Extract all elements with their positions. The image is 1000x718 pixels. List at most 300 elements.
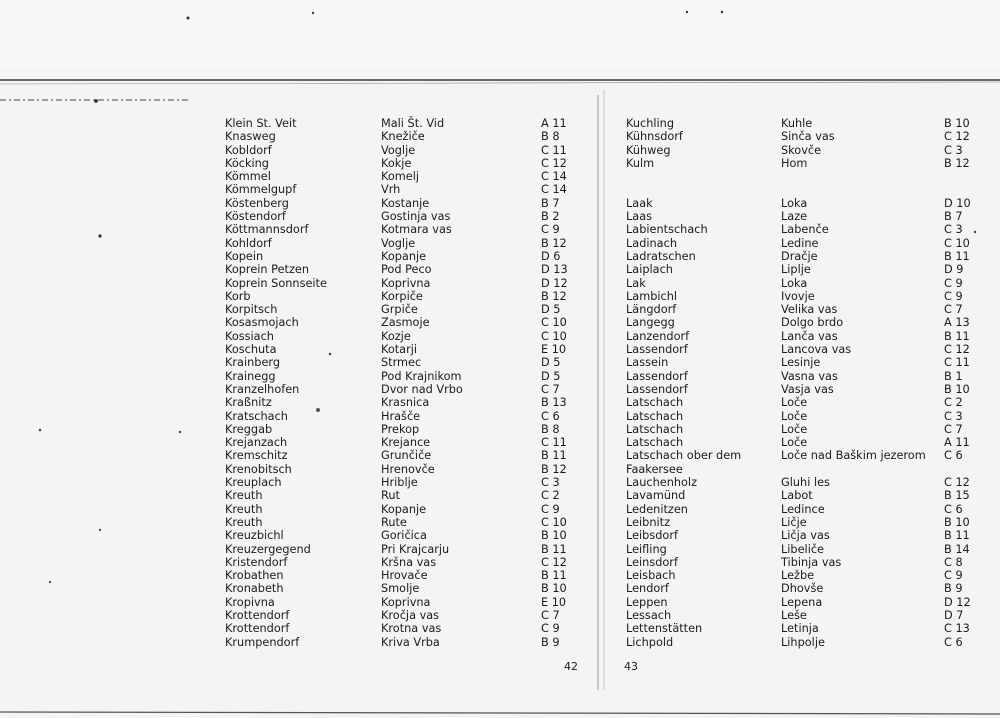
grid-reference: B 1 xyxy=(944,369,963,383)
grid-reference: C 10 xyxy=(541,329,567,343)
index-row xyxy=(222,503,582,516)
slovene-name: Gluhi les xyxy=(781,476,830,490)
german-name: Leppen xyxy=(626,595,668,609)
grid-reference: B 15 xyxy=(944,489,970,503)
index-row xyxy=(626,543,976,556)
index-row xyxy=(626,503,976,516)
slovene-name: Labenče xyxy=(781,223,829,237)
slovene-name: Zasmoje xyxy=(381,316,430,330)
grid-reference: D 7 xyxy=(944,608,964,622)
slovene-name: Lihpolje xyxy=(781,635,825,649)
slovene-name: Vasja vas xyxy=(781,382,834,396)
index-row xyxy=(626,556,976,569)
german-name: Kreuzbichl xyxy=(225,529,284,543)
german-name: Kremschitz xyxy=(225,449,288,463)
grid-reference: C 11 xyxy=(541,143,567,157)
german-name: Längdorf xyxy=(626,303,677,317)
grid-reference: E 10 xyxy=(541,595,567,609)
index-row xyxy=(626,290,976,303)
grid-reference: B 2 xyxy=(541,210,560,224)
index-row xyxy=(222,516,582,529)
index-row xyxy=(626,316,976,329)
grid-reference: C 12 xyxy=(541,156,567,170)
index-row xyxy=(626,383,976,396)
slovene-name: Kročja vas xyxy=(381,608,440,622)
grid-reference: A 11 xyxy=(944,436,970,450)
german-name: Laak xyxy=(626,196,653,210)
grid-reference: C 10 xyxy=(541,316,567,330)
german-name: Kratschach xyxy=(225,409,288,423)
grid-reference: C 12 xyxy=(944,476,970,490)
german-name: Krottendorf xyxy=(225,608,290,622)
slovene-name: Dvor nad Vrbo xyxy=(381,382,463,396)
slovene-name: Krejance xyxy=(381,436,431,450)
grid-reference: A 11 xyxy=(541,117,567,130)
slovene-name: Loče xyxy=(781,396,808,410)
german-name: Faakersee xyxy=(626,462,683,476)
german-name: Krobathen xyxy=(225,569,284,583)
german-name: Kömmelgupf xyxy=(225,183,297,197)
slovene-name: Ličje xyxy=(781,515,807,529)
german-name: Korb xyxy=(225,289,251,303)
index-row xyxy=(222,290,582,303)
german-name: Kühnsdorf xyxy=(626,130,683,144)
index-row xyxy=(222,543,582,556)
index-row xyxy=(626,130,976,143)
german-name: Krenobitsch xyxy=(225,462,292,476)
slovene-name: Pod Peco xyxy=(381,263,432,277)
index-row xyxy=(626,183,976,196)
index-row xyxy=(222,343,582,356)
slovene-name: Ličja vas xyxy=(781,529,830,543)
index-row xyxy=(222,463,582,476)
index-row xyxy=(222,449,582,462)
german-name: Lavamünd xyxy=(626,489,686,503)
german-name: Krejanzach xyxy=(225,436,288,450)
german-name: Kossiach xyxy=(225,329,274,343)
grid-reference: D 6 xyxy=(541,249,561,263)
german-name: Kreuth xyxy=(225,502,263,516)
slovene-name: Kuhle xyxy=(781,117,813,130)
grid-reference: B 7 xyxy=(944,210,963,224)
german-name: Krottendorf xyxy=(225,622,290,636)
index-row xyxy=(222,250,582,263)
index-row xyxy=(626,277,976,290)
german-name: Leisbach xyxy=(626,569,676,583)
grid-reference: C 3 xyxy=(944,409,963,423)
german-name: Kreuth xyxy=(225,515,263,529)
slovene-name: Koprivna xyxy=(381,595,431,609)
german-name: Latschach xyxy=(626,409,684,423)
slovene-name: Ledince xyxy=(781,502,825,516)
index-row xyxy=(222,396,582,409)
grid-reference: C 9 xyxy=(944,569,963,583)
german-name: Korpitsch xyxy=(225,303,278,317)
german-name: Ladinach xyxy=(626,236,677,250)
grid-reference: B 8 xyxy=(541,422,560,436)
grid-reference: C 9 xyxy=(541,223,560,237)
slovene-name: Grunčiče xyxy=(381,449,432,463)
page-number-left: 42 xyxy=(564,660,578,673)
grid-reference: C 2 xyxy=(944,396,963,410)
index-row xyxy=(222,117,582,130)
grid-reference: B 12 xyxy=(541,289,567,303)
slovene-name: Kotmara vas xyxy=(381,223,452,237)
index-row xyxy=(626,237,976,250)
slovene-name: Labot xyxy=(781,489,813,503)
index-row xyxy=(626,463,976,476)
german-name: Lauchenholz xyxy=(626,476,697,490)
german-name: Labientschach xyxy=(626,223,708,237)
index-row xyxy=(222,423,582,436)
index-row xyxy=(626,263,976,276)
german-name: Langegg xyxy=(626,316,675,330)
index-row xyxy=(222,636,582,649)
slovene-name: Pod Krajnikom xyxy=(381,369,462,383)
index-row xyxy=(222,157,582,170)
german-name: Kronabeth xyxy=(225,582,284,596)
index-row xyxy=(222,330,582,343)
grid-reference: B 11 xyxy=(541,542,567,556)
german-name: Kranzelhofen xyxy=(225,382,300,396)
grid-reference: C 9 xyxy=(944,276,963,290)
grid-reference: A 13 xyxy=(944,316,970,330)
grid-reference: C 9 xyxy=(541,502,560,516)
grid-reference: C 3 xyxy=(944,143,963,157)
german-name: Lambichl xyxy=(626,289,678,303)
index-row xyxy=(222,356,582,369)
slovene-name: Kostanje xyxy=(381,196,430,210)
german-name: Kömmel xyxy=(225,170,271,184)
slovene-name: Laze xyxy=(781,210,808,224)
slovene-name: Letinja xyxy=(781,622,819,636)
slovene-name: Goričica xyxy=(381,529,427,543)
index-row xyxy=(626,489,976,502)
index-row xyxy=(626,636,976,649)
german-name: Latschach xyxy=(626,422,684,436)
index-row xyxy=(626,223,976,236)
slovene-name: Gostinja vas xyxy=(381,210,451,224)
slovene-name: Hriblje xyxy=(381,476,418,490)
slovene-name: Rute xyxy=(381,515,407,529)
grid-reference: C 8 xyxy=(944,555,963,569)
slovene-name: Loka xyxy=(781,196,808,210)
grid-reference: B 11 xyxy=(944,249,970,263)
grid-reference: D 5 xyxy=(541,369,561,383)
slovene-name: Kozje xyxy=(381,329,411,343)
grid-reference: B 9 xyxy=(944,582,963,596)
german-name: Lassendorf xyxy=(626,382,688,396)
grid-reference: C 6 xyxy=(541,409,560,423)
index-row xyxy=(222,263,582,276)
german-name: Knasweg xyxy=(225,130,276,144)
german-name: Latschach ober dem xyxy=(626,449,742,463)
grid-reference: D 10 xyxy=(944,196,971,210)
grid-reference: C 7 xyxy=(944,422,963,436)
slovene-name: Koprivna xyxy=(381,276,431,290)
index-row xyxy=(626,303,976,316)
slovene-name: Smolje xyxy=(381,582,420,596)
grid-reference: C 14 xyxy=(541,170,567,184)
german-name: Lichpold xyxy=(626,635,674,649)
german-name: Kraßnitz xyxy=(225,396,272,410)
index-row xyxy=(222,596,582,609)
slovene-name: Komelj xyxy=(381,170,419,184)
index-row xyxy=(626,423,976,436)
german-name: Kühweg xyxy=(626,143,671,157)
slovene-name: Loče xyxy=(781,409,808,423)
grid-reference: C 14 xyxy=(541,183,567,197)
german-name: Kropivna xyxy=(225,595,275,609)
german-name: Kulm xyxy=(626,156,655,170)
grid-reference: B 10 xyxy=(541,529,567,543)
grid-reference: C 9 xyxy=(944,289,963,303)
slovene-name: Loče xyxy=(781,422,808,436)
german-name: Krainegg xyxy=(225,369,276,383)
slovene-name: Hrašče xyxy=(381,409,421,423)
slovene-name: Kršna vas xyxy=(381,555,437,569)
slovene-name: Loče xyxy=(781,436,808,450)
slovene-name: Lanča vas xyxy=(781,329,838,343)
grid-reference: B 12 xyxy=(541,462,567,476)
german-name: Leibnitz xyxy=(626,515,671,529)
german-name: Laiplach xyxy=(626,263,673,277)
german-name: Lettenstätten xyxy=(626,622,703,636)
slovene-name: Sinča vas xyxy=(781,130,835,144)
index-row xyxy=(626,582,976,595)
slovene-name: Lesinje xyxy=(781,356,821,370)
index-row xyxy=(222,489,582,502)
slovene-name: Korpiče xyxy=(381,289,423,303)
grid-reference: C 7 xyxy=(944,303,963,317)
grid-reference: D 12 xyxy=(944,595,971,609)
grid-reference: D 9 xyxy=(944,263,964,277)
index-row xyxy=(222,223,582,236)
slovene-name: Voglje xyxy=(381,236,416,250)
index-row xyxy=(222,582,582,595)
slovene-name: Vrh xyxy=(381,183,401,197)
index-row xyxy=(222,436,582,449)
slovene-name: Kotarji xyxy=(381,343,418,357)
right-page-index xyxy=(626,117,976,649)
german-name: Kristendorf xyxy=(225,555,288,569)
index-row xyxy=(626,609,976,622)
grid-reference: C 9 xyxy=(541,622,560,636)
grid-reference: D 12 xyxy=(541,276,568,290)
grid-reference: C 2 xyxy=(541,489,560,503)
german-name: Koprein Sonnseite xyxy=(225,276,327,290)
grid-reference: C 10 xyxy=(944,236,970,250)
grid-reference: C 11 xyxy=(541,436,567,450)
grid-reference: B 11 xyxy=(541,449,567,463)
grid-reference: C 12 xyxy=(541,555,567,569)
german-name: Köttmannsdorf xyxy=(225,223,309,237)
german-name: Lak xyxy=(626,276,646,290)
index-row xyxy=(626,622,976,635)
slovene-name: Strmec xyxy=(381,356,422,370)
grid-reference: B 12 xyxy=(944,156,970,170)
grid-reference: E 10 xyxy=(541,343,567,357)
grid-reference: C 10 xyxy=(541,515,567,529)
index-row xyxy=(626,370,976,383)
index-row xyxy=(626,210,976,223)
slovene-name: Liplje xyxy=(781,263,811,277)
german-name: Kreggab xyxy=(225,422,273,436)
slovene-name: Kriva Vrba xyxy=(381,635,440,649)
grid-reference: B 8 xyxy=(541,130,560,144)
index-row xyxy=(222,170,582,183)
index-row xyxy=(222,383,582,396)
slovene-name: Loče nad Baškim jezerom xyxy=(781,449,926,463)
index-row xyxy=(222,144,582,157)
grid-reference: B 10 xyxy=(944,515,970,529)
slovene-name: Ledine xyxy=(781,236,819,250)
grid-reference: B 11 xyxy=(541,569,567,583)
index-row xyxy=(222,130,582,143)
slovene-name: Skovče xyxy=(781,143,822,157)
index-row xyxy=(626,170,976,183)
german-name: Kopein xyxy=(225,249,264,263)
german-name: Köstendorf xyxy=(225,210,286,224)
slovene-name: Dolgo brdo xyxy=(781,316,844,330)
slovene-name: Krasnica xyxy=(381,396,430,410)
grid-reference: B 10 xyxy=(541,582,567,596)
grid-reference: B 10 xyxy=(944,117,970,130)
index-row xyxy=(626,250,976,263)
index-row xyxy=(222,609,582,622)
index-row xyxy=(626,157,976,170)
slovene-name: Ležbe xyxy=(781,569,815,583)
slovene-name: Pri Krajcarju xyxy=(381,542,450,556)
index-row xyxy=(222,303,582,316)
german-name: Koschuta xyxy=(225,343,277,357)
slovene-name: Lepena xyxy=(781,595,823,609)
slovene-name: Vasna vas xyxy=(781,369,838,383)
slovene-name: Leše xyxy=(781,608,807,622)
slovene-name: Krotna vas xyxy=(381,622,442,636)
grid-reference: B 10 xyxy=(944,382,970,396)
grid-reference: B 11 xyxy=(944,529,970,543)
grid-reference: C 7 xyxy=(541,382,560,396)
grid-reference: B 13 xyxy=(541,396,567,410)
index-row xyxy=(626,449,976,462)
german-name: Leinsdorf xyxy=(626,555,678,569)
slovene-name: Loka xyxy=(781,276,808,290)
slovene-name: Velika vas xyxy=(781,303,838,317)
german-name: Lanzendorf xyxy=(626,329,690,343)
index-row xyxy=(626,596,976,609)
german-name: Lendorf xyxy=(626,582,669,596)
german-name: Lassendorf xyxy=(626,343,688,357)
german-name: Laas xyxy=(626,210,653,224)
german-name: Ledenitzen xyxy=(626,502,688,516)
index-row xyxy=(222,277,582,290)
grid-reference: C 7 xyxy=(541,608,560,622)
grid-reference: C 12 xyxy=(944,343,970,357)
german-name: Klein St. Veit xyxy=(225,117,297,130)
index-row xyxy=(626,144,976,157)
page-number-right: 43 xyxy=(624,660,638,673)
slovene-name: Knežiče xyxy=(381,130,425,144)
german-name: Krainberg xyxy=(225,356,281,370)
german-name: Kreuth xyxy=(225,489,263,503)
german-name: Latschach xyxy=(626,436,684,450)
slovene-name: Hrenovče xyxy=(381,462,435,476)
index-row xyxy=(626,356,976,369)
index-row xyxy=(222,622,582,635)
index-row xyxy=(222,410,582,423)
german-name: Kuchling xyxy=(626,117,674,130)
grid-reference: B 11 xyxy=(944,329,970,343)
slovene-name: Libeliče xyxy=(781,542,824,556)
slovene-name: Dračje xyxy=(781,249,818,263)
grid-reference: D 5 xyxy=(541,303,561,317)
index-row xyxy=(222,476,582,489)
index-row xyxy=(626,529,976,542)
german-name: Kobldorf xyxy=(225,143,272,157)
index-row xyxy=(626,569,976,582)
german-name: Kreuplach xyxy=(225,476,282,490)
slovene-name: Grpiče xyxy=(381,303,418,317)
slovene-name: Rut xyxy=(381,489,400,503)
index-row xyxy=(626,516,976,529)
german-name: Ladratschen xyxy=(626,249,696,263)
index-row xyxy=(222,316,582,329)
grid-reference: D 5 xyxy=(541,356,561,370)
german-name: Köstenberg xyxy=(225,196,289,210)
slovene-name: Ivovje xyxy=(781,289,815,303)
slovene-name: Hrovače xyxy=(381,569,428,583)
german-name: Köcking xyxy=(225,156,269,170)
grid-reference: C 6 xyxy=(944,449,963,463)
slovene-name: Kopanje xyxy=(381,502,427,516)
index-row xyxy=(222,237,582,250)
german-name: Lassein xyxy=(626,356,669,370)
german-name: Koprein Petzen xyxy=(225,263,309,277)
index-row xyxy=(626,330,976,343)
grid-reference: C 12 xyxy=(944,130,970,144)
slovene-name: Mali Št. Vid xyxy=(381,117,445,130)
grid-reference: C 11 xyxy=(944,356,970,370)
index-row xyxy=(626,436,976,449)
grid-reference: B 7 xyxy=(541,196,560,210)
german-name: Kosasmojach xyxy=(225,316,299,330)
slovene-name: Lancova vas xyxy=(781,343,852,357)
grid-reference: C 3 xyxy=(541,476,560,490)
german-name: Leibsdorf xyxy=(626,529,678,543)
german-name: Leifling xyxy=(626,542,667,556)
grid-reference: C 6 xyxy=(944,635,963,649)
grid-reference: C 13 xyxy=(944,622,970,636)
index-row xyxy=(222,197,582,210)
slovene-name: Voglje xyxy=(381,143,416,157)
index-row xyxy=(222,183,582,196)
german-name: Latschach xyxy=(626,396,684,410)
index-row xyxy=(626,410,976,423)
german-name: Lassendorf xyxy=(626,369,688,383)
grid-reference: C 3 xyxy=(944,223,963,237)
index-row xyxy=(626,396,976,409)
index-row xyxy=(626,117,976,130)
grid-reference: B 9 xyxy=(541,635,560,649)
grid-reference: D 13 xyxy=(541,263,568,277)
index-row xyxy=(222,370,582,383)
grid-reference: B 14 xyxy=(944,542,970,556)
index-row xyxy=(626,197,976,210)
grid-reference: B 12 xyxy=(541,236,567,250)
index-row xyxy=(222,529,582,542)
german-name: Lessach xyxy=(626,608,672,622)
